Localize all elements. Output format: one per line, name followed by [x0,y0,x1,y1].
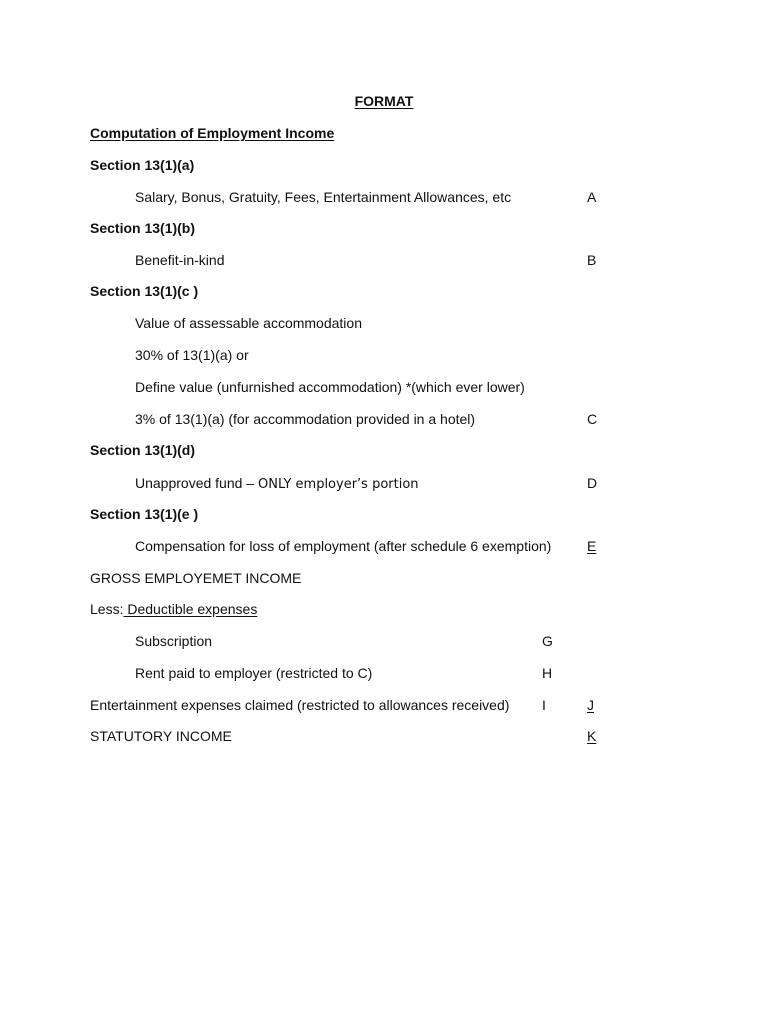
deduction-item: Subscription [135,633,213,649]
section-d-item-suffix: ONLY employer’s portion [257,477,419,492]
deductible-expenses-label: Deductible expenses [123,601,258,617]
section-c-letter: C [587,411,598,427]
section-e-label: Section 13(1)(e ) [90,506,199,522]
document-title: FORMAT [354,93,414,109]
section-d-item-prefix: Unapproved fund – [135,475,258,491]
section-d-label: Section 13(1)(d) [90,442,196,458]
section-c-item: 3% of 13(1)(a) (for accommodation provided in a hotel) [135,411,476,427]
section-b-letter: B [587,252,597,268]
section-b-item: Benefit-in-kind [135,252,225,268]
entertainment-total: J [587,697,594,713]
section-c-item: Define value (unfurnished accommodation) *(which ever lower) [135,379,525,395]
deduction-item: Rent paid to employer (restricted to C) [135,665,373,681]
entertainment-letter: I [542,697,546,713]
deduction-letter: G [542,633,553,649]
section-c-item: 30% of 13(1)(a) or [135,347,249,363]
statutory-income-label: STATUTORY INCOME [90,728,232,744]
section-a-letter: A [587,189,597,205]
section-a-item: Salary, Bonus, Gratuity, Fees, Entertainment Allowances, etc [135,189,512,205]
less-prefix: Less: [90,601,124,617]
section-d-item [135,474,419,494]
less-deductible-line [90,600,257,618]
gross-income-label: GROSS EMPLOYEMET INCOME [90,570,302,586]
section-e-item: Compensation for loss of employment (after schedule 6 exemption) [135,538,552,554]
section-c-label: Section 13(1)(c ) [90,283,199,299]
section-d-letter: D [587,475,598,491]
document-heading: Computation of Employment Income [90,125,335,141]
section-b-label: Section 13(1)(b) [90,220,196,236]
statutory-income-letter: K [587,728,597,744]
section-c-item: Value of assessable accommodation [135,315,362,331]
section-e-letter: E [587,538,597,554]
deduction-letter: H [542,665,553,681]
entertainment-expenses: Entertainment expenses claimed (restricted to allowances received) [90,697,510,713]
section-a-label: Section 13(1)(a) [90,157,195,173]
